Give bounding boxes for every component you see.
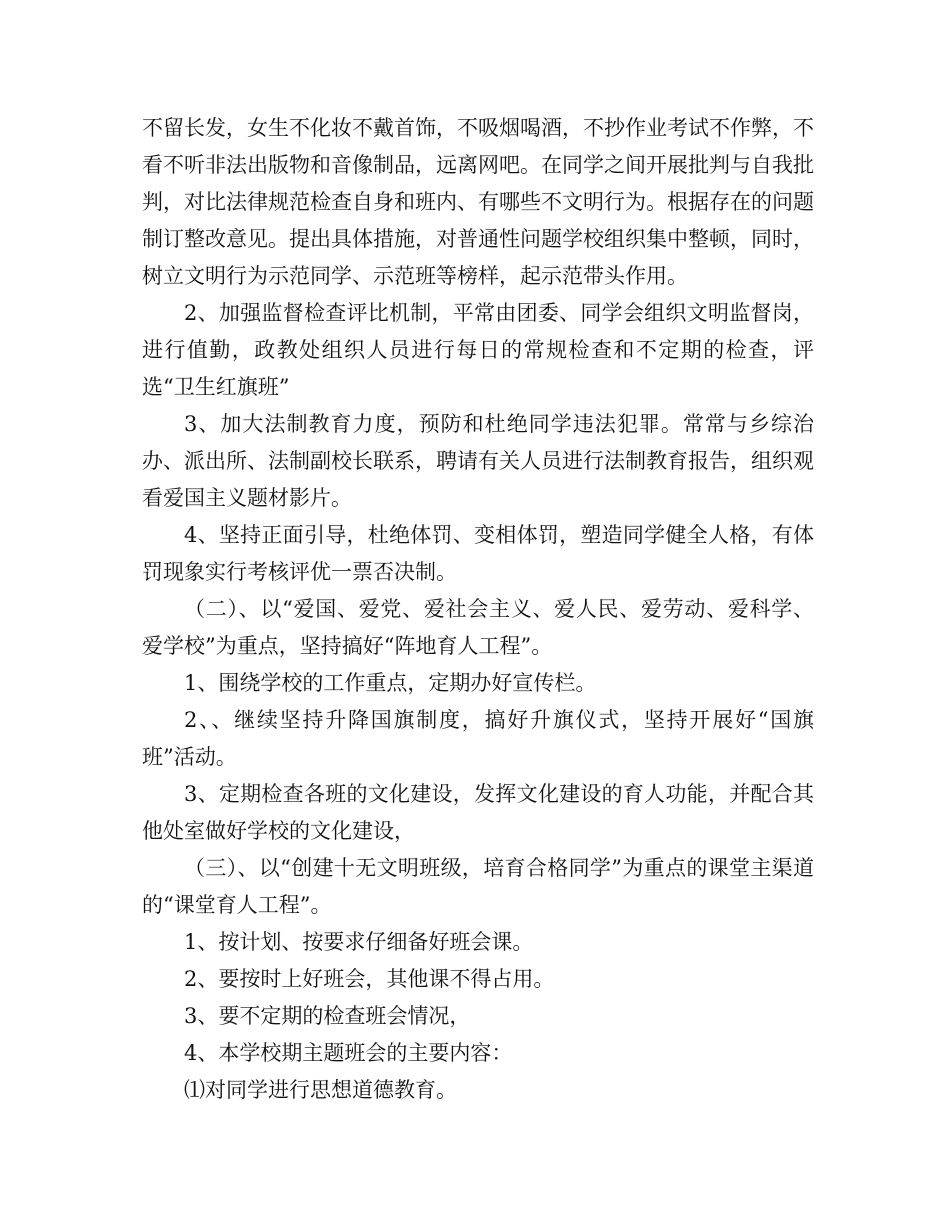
paragraph-item-4-positive-guidance: 4、坚持正面引导，杜绝体罚、变相体罚，塑造同学健全人格，有体罚现象实行考核评优一票否决制。 [142,523,814,584]
paragraph-item-2-supervision: 2、加强监督检查评比机制，平常由团委、同学会组织文明监督岗，进行值勤，政教处组织人员进行每日的常规检查和不定期的检查，评选“卫生红旗班” [142,301,814,399]
section-heading-2: （二）、以“爱国、爱党、爱社会主义、爱人民、爱劳动、爱科学、爱学校”为重点，坚持搞好“阵地育人工程”。 [142,597,814,658]
paragraph-item-4-main-content: 4、本学校期主题班会的主要内容： [184,1041,513,1065]
paragraph-item-1-class-prep: 1、按计划、按要求仔细备好班会课。 [184,930,534,954]
paragraph-item-2-flag: 2、、继续坚持升降国旗制度，搞好升旗仪式，坚持开展好“国旗班”活动。 [142,708,814,769]
section-heading-3: （三）、以“创建十无文明班级，培育合格同学”为重点的课堂主渠道的“课堂育人工程”。 [142,856,814,917]
document-body [142,110,814,1109]
paragraph-item-1-bulletin: 1、围绕学校的工作重点，定期办好宣传栏。 [184,671,597,695]
paragraph-item-3-culture: 3、定期检查各班的文化建设，发挥文化建设的育人功能，并配合其他处室做好学校的文化建设， [142,782,814,843]
paragraph-continuation: 不留长发，女生不化妆不戴首饰，不吸烟喝酒，不抄作业考试不作弊，不看不听非法出版物和音像制品，远离网吧。在同学之间开展批判与自我批判，对比法律规范检查自身和班内、有哪些不文明行为。根据存在的问题制订整改意见。提出具体措施，对普通性问题学校组织集中整顿，同时，树立文明行为示范同学、示范班等榜样，起示范带头作用。 [142,116,814,288]
paragraph-item-3-inspection: 3、要不定期的检查班会情况， [184,1004,471,1028]
paragraph-item-3-legal-education: 3、加大法制教育力度，预防和杜绝同学违法犯罪。常常与乡综治办、派出所、法制副校长联系，聘请有关人员进行法制教育报告，组织观看爱国主义题材影片。 [142,412,814,510]
paragraph-item-2-class-time: 2、要按时上好班会，其他课不得占用。 [184,967,555,991]
paragraph-subitem-1-moral-education: ⑴对同学进行思想道德教育。 [184,1078,457,1102]
